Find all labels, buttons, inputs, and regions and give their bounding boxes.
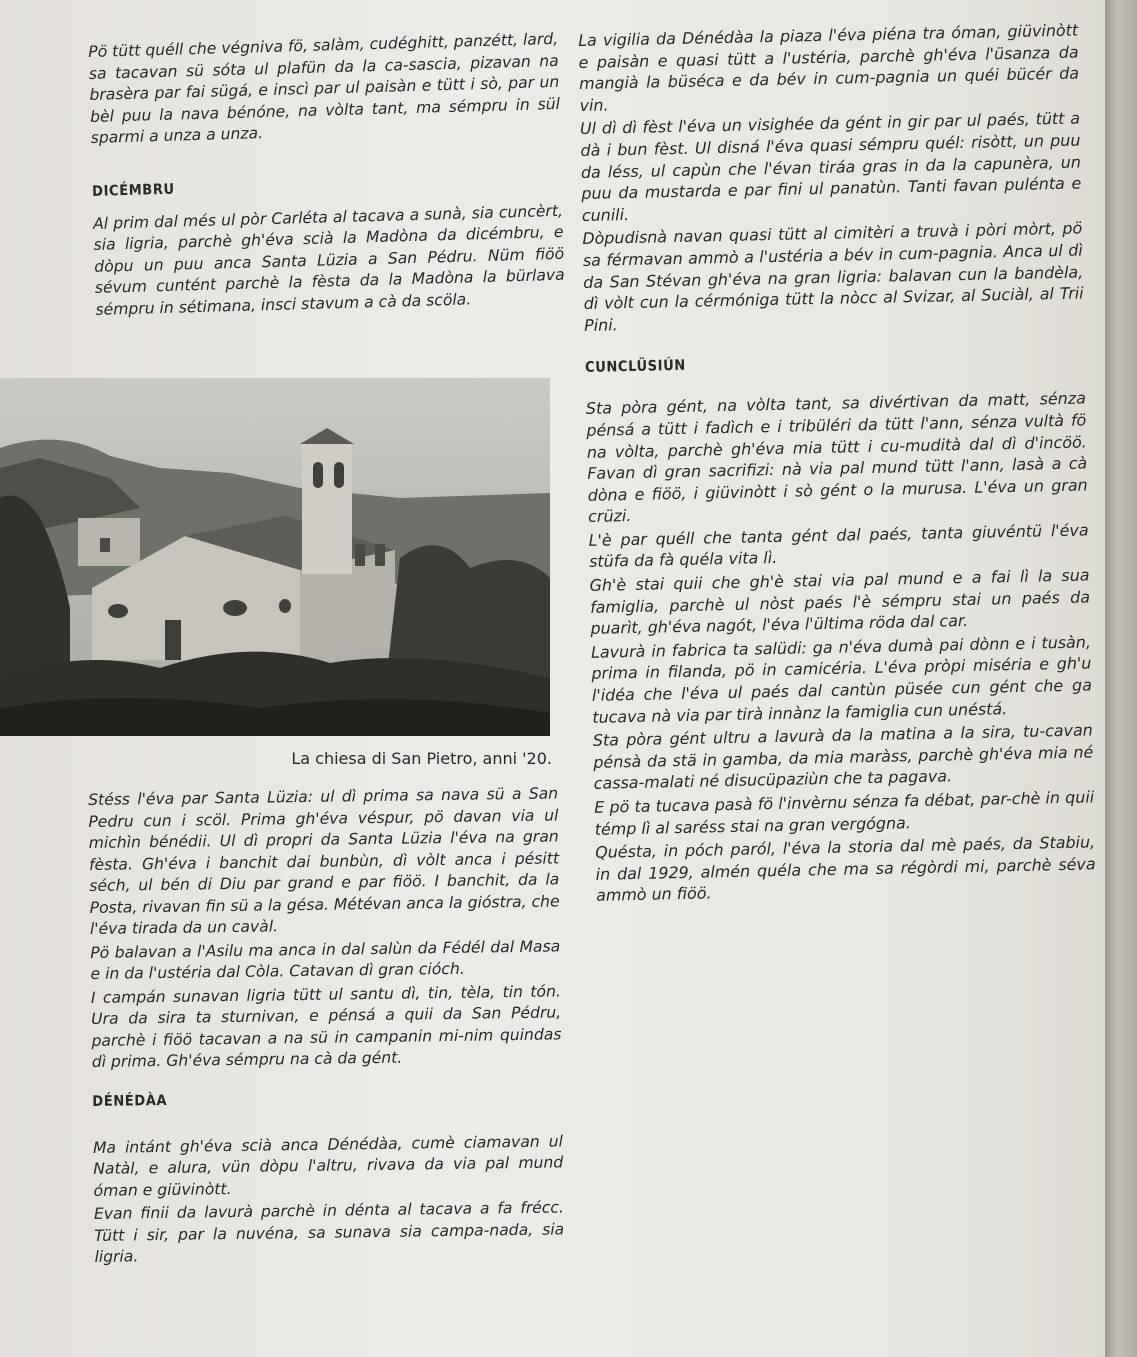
balavan-paragraph: Pö balavan a l'Asilu ma anca in dal salùn da Fédél dal Masa e in da l'ustéria dal Còla. Catavan dì gran cióch. xyxy=(90,936,561,983)
conclusion-paragraph-5: Sta pòra gént ultru a lavurà da la matina a la sira, tu-cavan pénsà da stä in gamba, da mia maràss, parchè gh'éva mia né cassa-malati né disucüpaziùn che ta pagava. xyxy=(592,720,1094,794)
santa-luzia-paragraph: Stéss l'éva par Santa Lüzia: ul dì prima sa nava sü a San Pedru cun i scöl. Prima gh'éva véspur, pö davan via ul michìn bénédii. Ul dì propri da Santa Lüzia l'éva na gran fèsta. Gh'éva i banchit dai bunbùn, dì vòlt anca i pésitt séch, ul bén di Diu par grand e par fiöö. I banchit, da la Posta, rivavan fin sü a la gésa. Métévan anca la gióstra, che l'éva tirada da un cavàl. xyxy=(88,784,560,938)
dopudisna-paragraph: Dòpudisnà navan quasi tütt al cimitèri a truvà i pòri mòrt, pö sa férmavan ammò a l'ustéria a bév in cum-pagnia. Anca ul dì da San Stévan gh'éva na gran ligria: balavan cun la bandèla, dì vòlt cun la cérmóniga tütt la nòcc al Svizar, al Suciàl, al Trii Pini. xyxy=(582,218,1084,335)
vigilia-paragraph: La vigilia da Dénédàa la piaza l'éva piéna tra óman, giüvinòtt e paisàn e quasi tütt a l'ustéria, parchè gh'éva l'üsanza da mangià la büséca e da bév in cum-pagnia un quéi bücér da vin. xyxy=(578,20,1080,115)
conclusion-paragraph-3: Gh'è stai quii che gh'è stai via pal mund e a fai lì la sua famiglia, parchè ul nòst paés l'è sémpru stai un paés da puarìt, gh'éva nagót, l'éva l'ültima röda dal car. xyxy=(589,565,1091,639)
dicembru-paragraph: Al prim dal més ul pòr Carléta al tacava a sunà, sia cuncèrt, sia ligria, parchè gh'éva scià la Madòna da dicémbru, e dòpu un puu anca Santa Lüzia a San Pédru. Nüm fiöö sévum cuntént parchè la fèsta da la Madòna la bürlava sémpru in sétimana, insci stavum a cà da scöla. xyxy=(92,201,565,319)
church-photo xyxy=(0,378,550,736)
conclusion-paragraph-6: E pö ta tucava pasà fö l'invèrnu sénza fa débat, par-chè in quii témp lì al saréss stai na gran vergógna. xyxy=(594,787,1095,839)
left-column-top xyxy=(88,29,566,323)
church-image xyxy=(0,378,550,736)
denedaa-heading: DÉNÉDÀA xyxy=(92,1092,168,1110)
dicembru-heading: DICÉMBRU xyxy=(91,181,175,200)
denedaa-paragraph-2: Evan finii da lavurà parchè in dénta al tacava a fa frécc. Tütt i sir, par la nuvéna, sa sunava sia campa-nada, sia ligria. xyxy=(93,1198,565,1266)
campan-paragraph: I campán sunavan ligria tütt ul santu dì, tin, tèla, tin tón. Ura da sira ta sturnivan, e pénsá a quii da San Pédru, parchè i fiöö tacavan a na sü in campanin mi-nim quindas dì prima. Gh'éva sémpru na cà da gént. xyxy=(90,981,562,1071)
conclusion-paragraph-4: Lavurà in fabrica ta salüdi: ga n'éva dumà pai dònn e i tusàn, prima in filanda, pö in camicéria. L'éva pròpi miséria e gh'u l'idéa che l'éva ul paés dal cantùn püsée cun gént che ga tucava nà via par tirà innànz la famiglia cun unéstá. xyxy=(590,632,1093,727)
denedaa-paragraph-1: Ma intánt gh'éva scià anca Dénédàa, cumè ciamavan ul Natàl, e alura, vün dòpu l'altru, rivava da via pal mund óman e giüvinòtt. xyxy=(92,1131,564,1200)
conclusion-paragraph-2: L'è par quéll che tanta gént dal paés, tanta giuvéntü l'éva stüfa da fà quéla vita lì. xyxy=(588,520,1089,572)
photo-caption: La chiesa di San Pietro, anni '20. xyxy=(291,749,552,768)
conclusion-paragraph-1: Sta pòra gént, na vòlta tant, sa divértivan da matt, sénza pénsá a tütt i fadìch e i tribüléri da tütt l'ann, sénza vultà fö na vòlta, parchè gh'éva mia tütt i cu-mudità dal dì d'incöö. Favan dì gran sacrifizi: nà via pal mund tütt l'ann, lasà a cà dòna e fiöö, i giüvinòtt i sò gént o la murusa. L'éva un gran crüzi. xyxy=(585,388,1088,527)
conclusion-heading: CUNCLÜSIÚN xyxy=(584,358,687,377)
right-column xyxy=(578,20,1096,909)
left-column-bottom xyxy=(88,783,565,1270)
intro-paragraph: Pö tütt quéll che végniva fö, salàm, cudéghitt, panzétt, lard, sa tacavan sü sóta ul plafün da la ca-sascia, pizavan na brasèra par fai sügá, e inscì par ul paisàn e tütt i sò, par un bèl puu la nava bénóne, na vòlta tant, ma sémpru in sül sparmi a unza a unza. xyxy=(88,29,561,147)
page-edge xyxy=(1105,0,1137,1357)
fest-paragraph: Ul dì dì fèst l'éva un visighée da gént in gir par ul paés, tütt a dà i bun fèst. Ul disná l'éva quasi sémpru quél: risòtt, un puu da léss, ul capùn che l'évan tiráa gras in da la capunèra, un puu da mustarda e par fini ul panatùn. Tanti favan pulénta e cunili. xyxy=(579,108,1082,225)
conclusion-paragraph-7: Quésta, in póch paról, l'éva la storia dal mè paés, da Stabiu, in dal 1929, almén quéla che ma sa régòrdi mi, parchè séva ammò un fiöö. xyxy=(595,832,1096,906)
